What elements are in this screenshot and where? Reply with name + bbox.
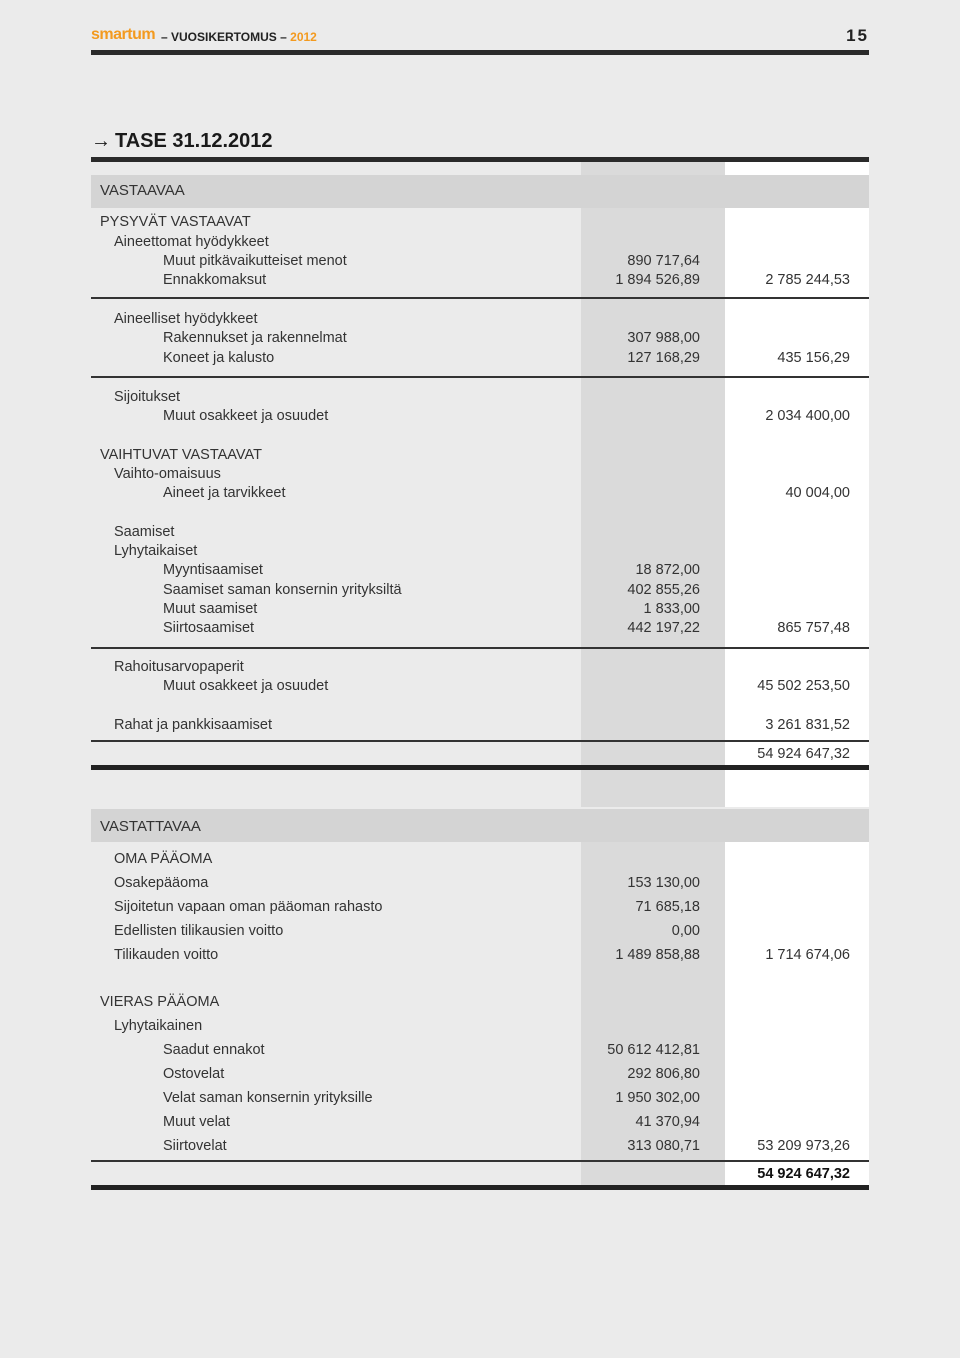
title-text: TASE 31.12.2012 — [115, 130, 273, 152]
vastaavaa-total: 54 924 647,32 — [757, 746, 850, 762]
table-row: Siirtosaamiset 442 197,22 865 757,48 — [163, 620, 850, 636]
table-row: VIERAS PÄÄOMA — [100, 994, 220, 1010]
table-row: Aineettomat hyödykkeet — [114, 234, 269, 250]
table-row: Aineet ja tarvikkeet 40 004,00 — [163, 485, 850, 501]
row-divider — [91, 647, 869, 649]
table-row: Muut saamiset 1 833,00 — [163, 601, 700, 617]
table-row: Muut osakkeet ja osuudet 45 502 253,50 — [163, 678, 850, 694]
row-divider — [91, 1160, 869, 1162]
table-row: Velat saman konsernin yrityksille 1 950 302,00 — [163, 1090, 700, 1106]
header-divider — [91, 50, 869, 55]
table-row: VAIHTUVAT VASTAAVAT — [100, 447, 262, 463]
table-row: Myyntisaamiset 18 872,00 — [163, 562, 700, 578]
vastaavaa-heading: VASTAAVAA — [100, 182, 185, 199]
table-row: Edellisten tilikausien voitto 0,00 — [114, 923, 700, 939]
total-row — [91, 746, 869, 765]
arrow-right-icon: → — [91, 130, 111, 152]
table-row: Osakepääoma 153 130,00 — [114, 875, 700, 891]
table-row: Vaihto-omaisuus — [114, 466, 221, 482]
vastattavaa-total: 54 924 647,32 — [757, 1166, 850, 1182]
table-row: Sijoitetun vapaan oman pääoman rahasto 71 685,18 — [114, 899, 700, 915]
page-header — [91, 26, 869, 48]
report-year: 2012 — [290, 30, 317, 44]
table-row: Ostovelat 292 806,80 — [163, 1066, 700, 1082]
table-row: Muut pitkävaikutteiset menot 890 717,64 — [163, 253, 700, 269]
vastattavaa-heading: VASTATTAVAA — [100, 818, 201, 835]
table-row: Siirtovelat 313 080,71 53 209 973,26 — [163, 1138, 850, 1154]
row-divider — [91, 740, 869, 742]
balance-sheet-title — [91, 130, 273, 153]
table-row: Lyhytaikainen — [114, 1018, 203, 1034]
table-row: Muut velat 41 370,94 — [163, 1114, 700, 1130]
table-row: Aineelliset hyödykkeet — [114, 311, 258, 327]
table-row: Saamiset saman konsernin yrityksiltä 402 855,26 — [163, 582, 700, 598]
total-row — [91, 1166, 869, 1185]
table-row: Lyhytaikaiset — [114, 543, 198, 559]
vastattavaa-band — [91, 809, 869, 842]
smartum-logo: smartum — [91, 26, 156, 43]
report-title: – VUOSIKERTOMUS – 2012 — [161, 30, 317, 44]
vastaavaa-band — [91, 175, 869, 208]
total-divider — [91, 1185, 869, 1190]
table-row: Saamiset — [114, 524, 175, 540]
table-row: Rakennukset ja rakennelmat 307 988,00 — [163, 330, 700, 346]
table-row: OMA PÄÄOMA — [114, 851, 213, 867]
table-row: Tilikauden voitto 1 489 858,88 1 714 674,06 — [114, 947, 850, 963]
table-row: Sijoitukset — [114, 389, 181, 405]
table-row: Ennakkomaksut 1 894 526,89 2 785 244,53 — [163, 272, 850, 288]
page-number: 15 — [846, 26, 869, 45]
row-divider — [91, 297, 869, 299]
table-row: Koneet ja kalusto 127 168,29 435 156,29 — [163, 350, 850, 366]
total-divider — [91, 765, 869, 770]
table-row: Rahoitusarvopaperit — [114, 659, 244, 675]
table-row: PYSYVÄT VASTAAVAT — [100, 214, 251, 230]
table-row: Muut osakkeet ja osuudet 2 034 400,00 — [163, 408, 850, 424]
table-row: Saadut ennakot 50 612 412,81 — [163, 1042, 700, 1058]
row-divider — [91, 376, 869, 378]
table-row: Rahat ja pankkisaamiset 3 261 831,52 — [114, 717, 850, 733]
